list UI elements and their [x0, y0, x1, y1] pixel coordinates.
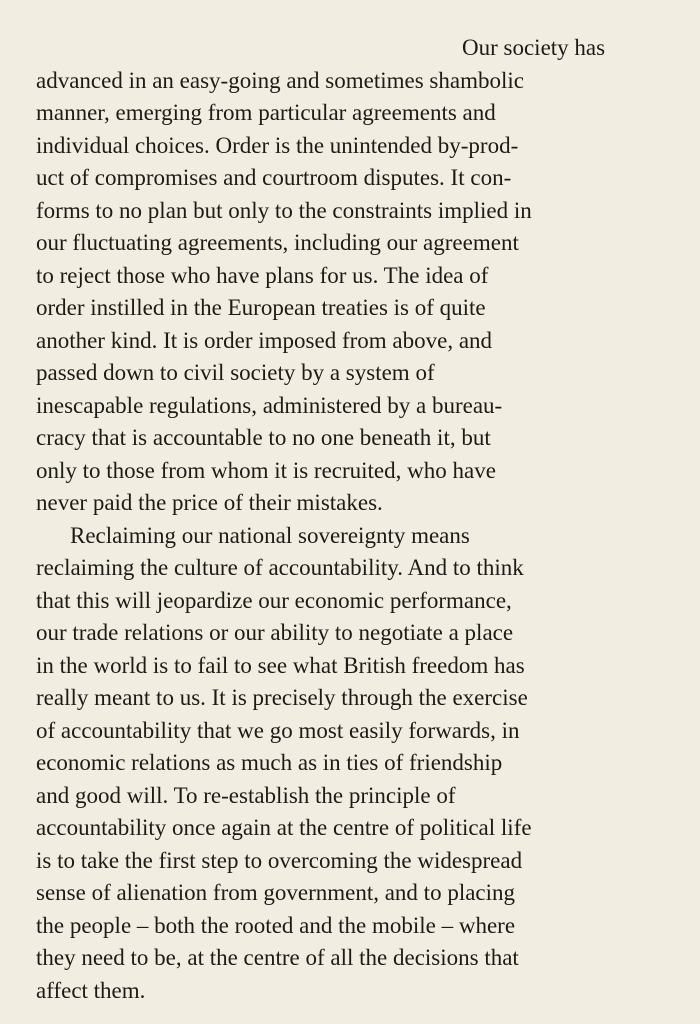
text-line: sense of alienation from government, and to placing — [36, 880, 516, 905]
text-line: uct of compromises and courtroom disputes. It con- — [36, 165, 512, 190]
text-line: our fluctuating agreements, including our agreement — [36, 230, 519, 255]
text-line: affect them. — [36, 977, 146, 1003]
text-line: and good will. To re-establish the principle of — [36, 782, 456, 808]
text-line: they need to be, at the centre of all the decisions that — [36, 945, 519, 970]
paragraph-1 — [36, 32, 680, 520]
text-line: reclaiming the culture of accountability. And to think — [36, 555, 524, 580]
text-line: manner, emerging from particular agreements and — [36, 100, 496, 125]
text-line: our trade relations or our ability to negotiate a place — [36, 620, 514, 645]
text-line: Our society has — [462, 35, 606, 60]
text-line: never paid the price of their mistakes. — [36, 490, 383, 515]
text-line: Reclaiming our national sovereignty means — [70, 522, 470, 548]
text-line: inescapable regulations, administered by a bureau- — [36, 392, 503, 418]
text-line: in the world is to fail to see what British freedom has — [36, 652, 525, 678]
text-line: cracy that is accountable to no one beneath it, but — [36, 425, 491, 450]
text-line: another kind. It is order imposed from above, and — [36, 327, 493, 353]
text-line: accountability once again at the centre of political life — [36, 815, 532, 840]
text-line: forms to no plan but only to the constraints implied in — [36, 197, 532, 223]
text-line: that this will jeopardize our economic performance, — [36, 587, 512, 613]
text-line: advanced in an easy-going and sometimes shambolic — [36, 67, 524, 93]
text-line: to reject those who have plans for us. The idea of — [36, 262, 489, 288]
paragraph-2 — [36, 520, 680, 1008]
text-line: individual choices. Order is the unintended by-prod- — [36, 132, 519, 158]
text-line: really meant to us. It is precisely through the exercise — [36, 685, 528, 710]
text-line: order instilled in the European treaties is of quite — [36, 295, 486, 320]
text-line: economic relations as much as in ties of friendship — [36, 750, 503, 775]
text-line: only to those from whom it is recruited, who have — [36, 457, 496, 483]
text-line: passed down to civil society by a system of — [36, 360, 435, 385]
text-line: is to take the first step to overcoming the widespread — [36, 847, 523, 873]
text-line: the people – both the rooted and the mobile – where — [36, 912, 516, 938]
text-line: of accountability that we go most easily forwards, in — [36, 717, 520, 743]
